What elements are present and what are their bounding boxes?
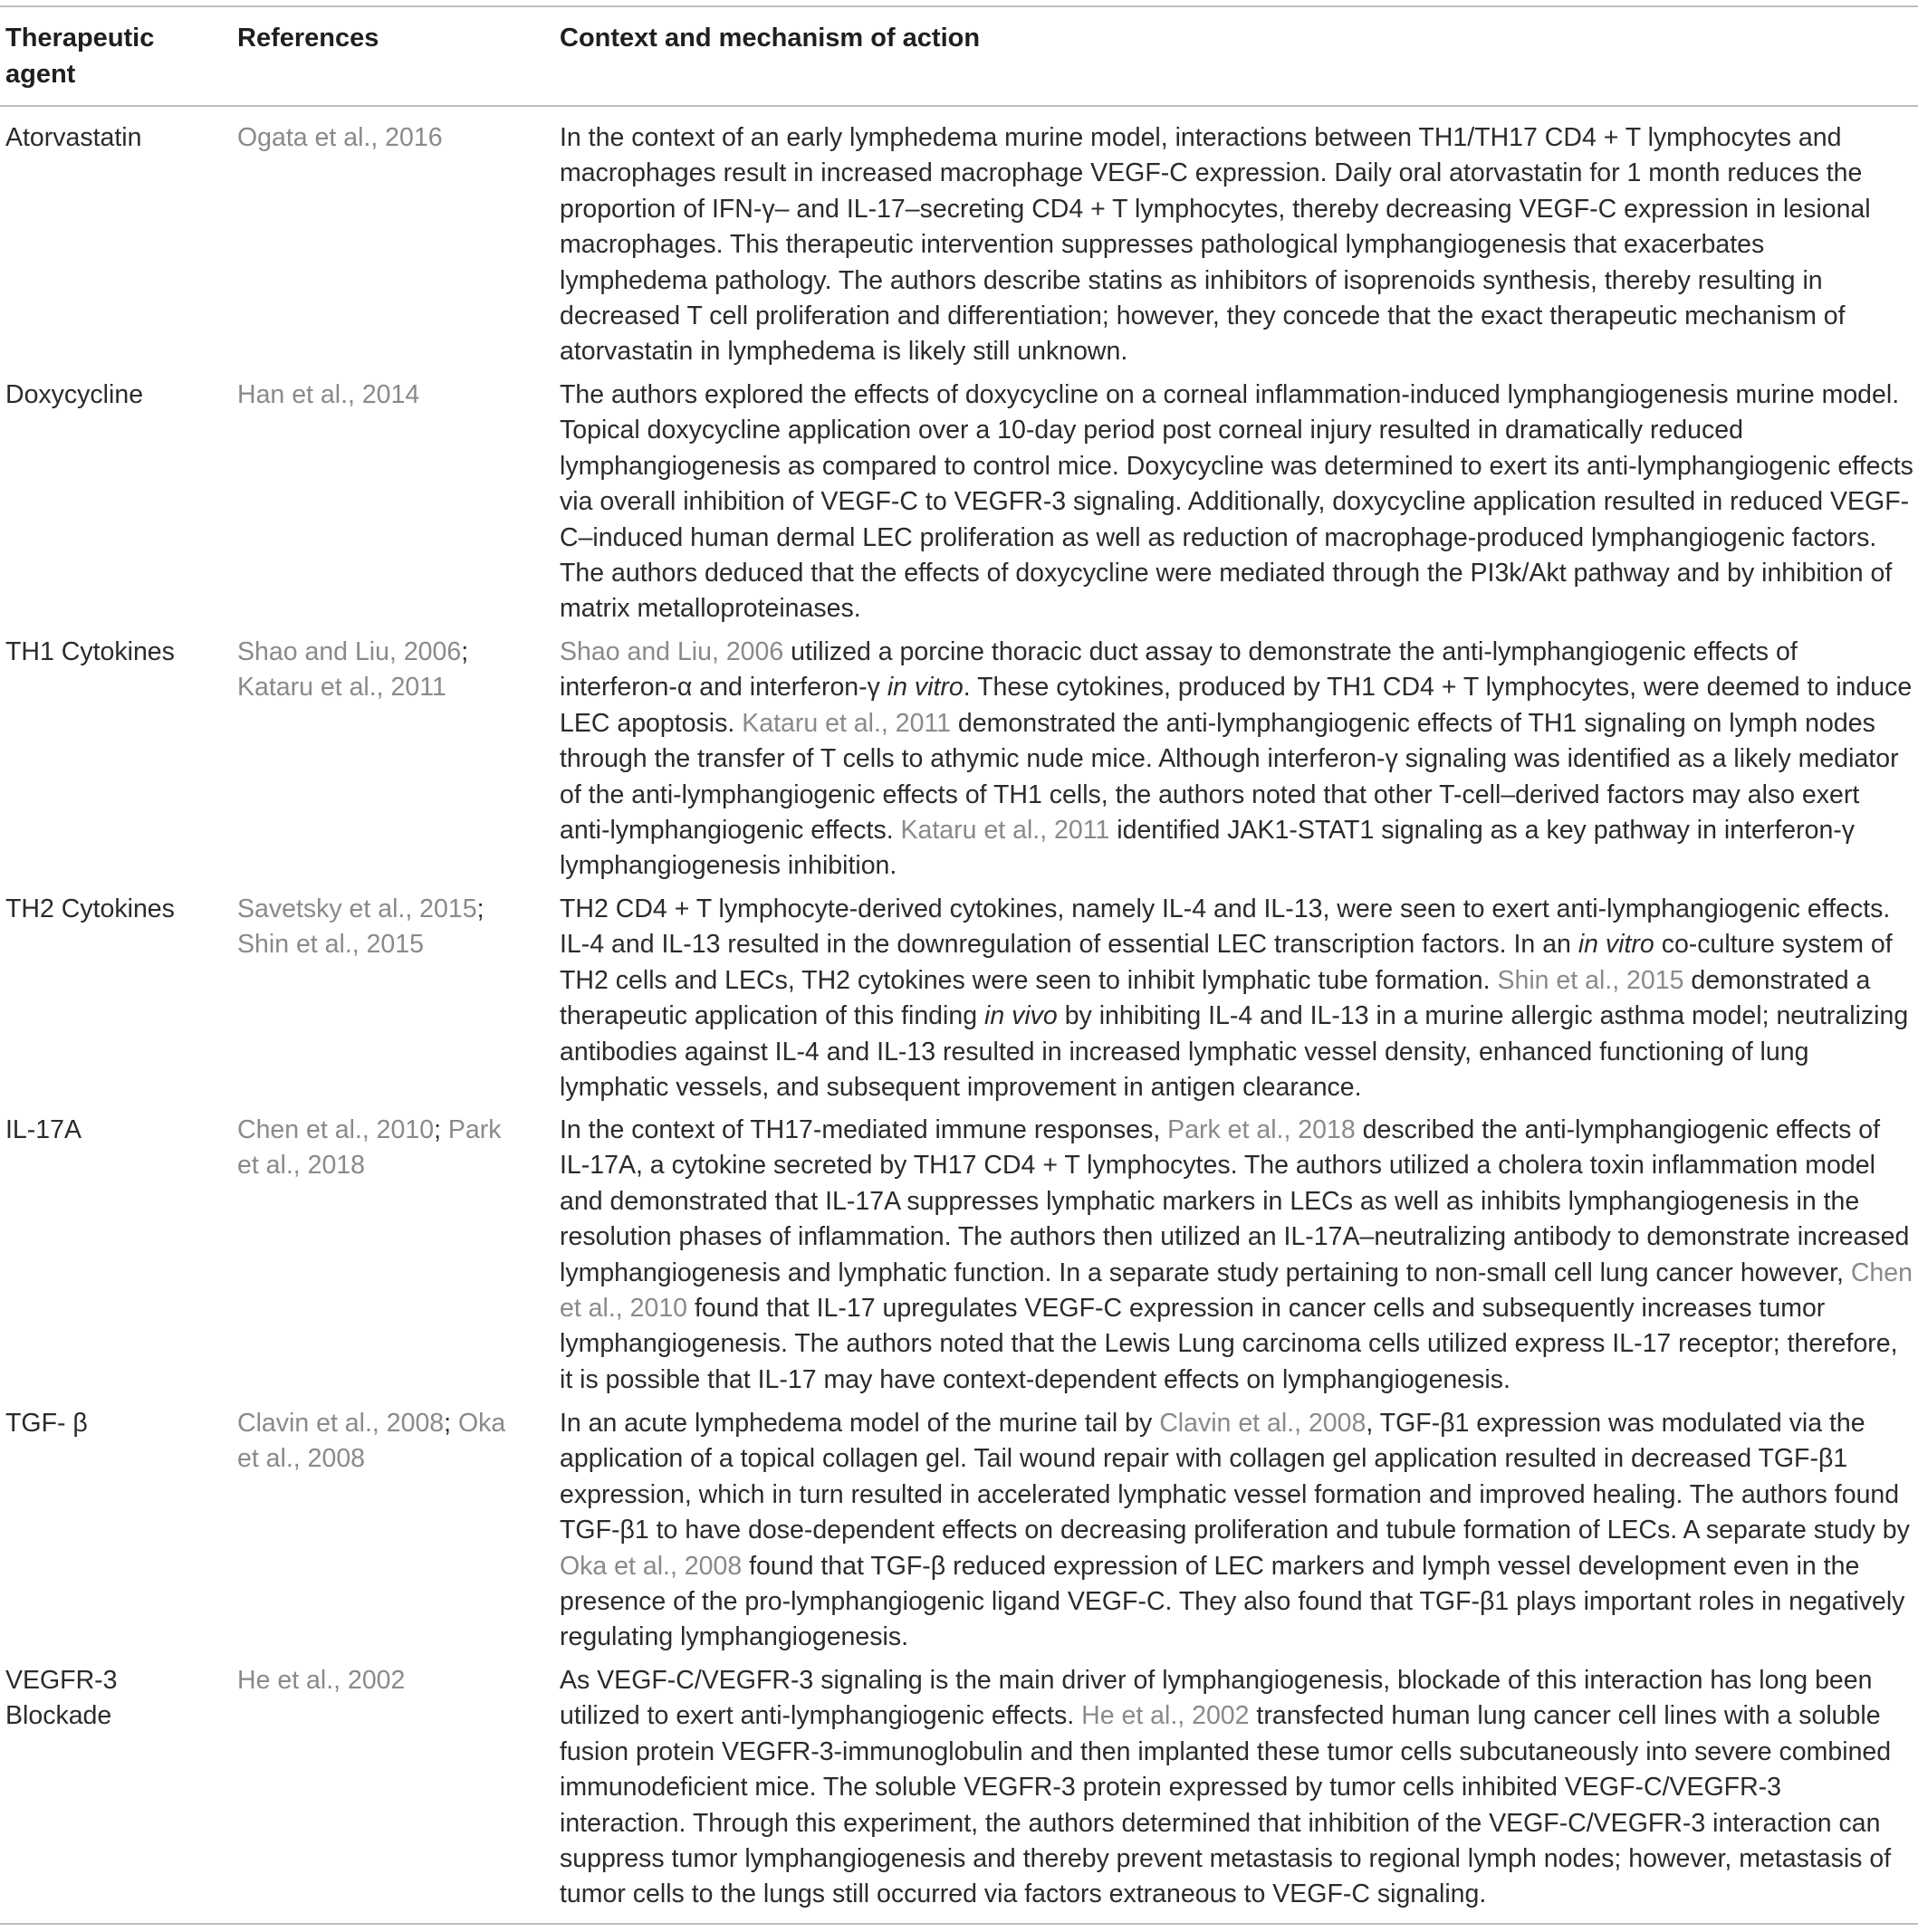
body-text: by inhibiting IL-4 and IL-13 in a murine allergic asthma model; neutralizing antibodies against IL-4 and IL-13 resulted in increased lymphatic vessel density, enhanced functioning of lung lymphatic vessels, and subsequent improvement in antigen clearance. xyxy=(560,1001,1909,1103)
citation-text: Chen et al., 2010 xyxy=(560,1258,1913,1324)
body-text: transfected human lung cancer cell lines with a soluble fusion protein VEGFR-3-immunoglobulin and then implanted these tumor cells subcutaneously into severe combined immunodeficient mice. The soluble VEGFR-3 protein expressed by tumor cells inhibited VEGF-C/VEGFR-3 interaction. Through this experiment, the authors determined that inhibition of the VEGF-C/VEGFR-3 interaction can suppress tumor lymphangiogenesis and thereby prevent metastasis to regional lymph nodes; however, metastasis of tumor cells to the lungs still occurred via factors extraneous to VEGF-C signaling. xyxy=(560,1701,1892,1909)
body-text: In the context of TH17-mediated immune responses, xyxy=(560,1115,1168,1144)
header-context-mechanism: Context and mechanism of action xyxy=(560,24,981,53)
body-text: utilized a porcine thoracic duct assay to demonstrate the anti-lymphangiogenic effects of interferon-α and interferon-γ xyxy=(560,637,1798,703)
body-text: found that TGF-β reduced expression of LEC markers and lymph vessel development even in the presence of the pro-lymphangiogenic ligand VEGF-C. They also found that TGF-β1 plays important roles in negatively regulating lymphangiogenesis. xyxy=(560,1551,1905,1652)
citation-text: Kataru et al., 2011 xyxy=(900,816,1110,846)
citation-text: Oka et al., 2008 xyxy=(560,1551,743,1581)
header-therapeutic-agent: Therapeutic agent xyxy=(5,24,155,89)
body-text: described the anti-lymphangiogenic effects of IL-17A, a cytokine secreted by TH17 CD4 + T lymphocytes. The authors utilized a cholera toxin inflammation model and demonstrated that IL-17A suppresses lymphatic markers in LECs as well as inhibits lymphangiogenesis in the resolution phases of inflammation. The authors then utilized an IL-17A–neutralizing antibody to demonstrate increased lymphangiogenesis and lymphatic function. In a separate study pertaining to non-small cell lung cancer however, xyxy=(560,1115,1910,1287)
cell-references xyxy=(237,378,509,413)
body-text: ; xyxy=(444,1409,458,1438)
body-text: ; xyxy=(476,894,484,923)
body-text: . These cytokines, produced by TH1 CD4 + T lymphocytes, were deemed to induce LEC apoptosis. xyxy=(560,673,1913,738)
body-text: found that IL-17 upregulates VEGF-C expression in cancer cells and subsequently increases tumor lymphangiogenesis. The authors noted that the Lewis Lung carcinoma cells utilized express IL-17 receptor; therefore, it is possible that IL-17 may have context-dependent effects on lymphangiogenesis. xyxy=(560,1294,1898,1394)
citation-text: He et al., 2002 xyxy=(237,1666,406,1695)
body-text: identified JAK1-STAT1 signaling as a key pathway in interferon-γ lymphangiogenesis inhibition. xyxy=(560,816,1856,881)
table-bottom-rule xyxy=(0,1923,1918,1925)
citation-text: Han et al., 2014 xyxy=(237,380,420,409)
body-text: TH2 CD4 + T lymphocyte-derived cytokines, namely IL-4 and IL-13, were seen to exert anti-lymphangiogenic effects. IL-4 and IL-13 resulted in the downregulation of essential LEC transcription factors. In an xyxy=(560,894,1891,960)
cell-context xyxy=(560,1113,1914,1398)
citation-text: Ogata et al., 2016 xyxy=(237,123,443,152)
citation-text: Kataru et al., 2011 xyxy=(237,673,446,703)
body-text: In an acute lymphedema model of the murine tail by xyxy=(560,1409,1160,1438)
citation-text: Clavin et al., 2008 xyxy=(237,1409,445,1438)
cell-agent: Doxycycline xyxy=(5,380,144,409)
cell-context xyxy=(560,120,1914,370)
cell-context xyxy=(560,1406,1914,1656)
body-text: In the context of an early lymphedema murine model, interactions between TH1/TH17 CD4 + T lymphocytes and macrophages result in increased macrophage VEGF-C expression. Daily oral atorvastatin for 1 month reduces the proportion of IFN-γ– and IL-17–secreting CD4 + T lymphocytes, thereby decreasing VEGF-C expression in lesional macrophages. This therapeutic intervention suppresses pathological lymphangiogenesis that exacerbates lymphedema pathology. The authors describe statins as inhibitors of isoprenoids synthesis, thereby resulting in decreased T cell proliferation and differentiation; however, they concede that the exact therapeutic mechanism of atorvastatin in lymphedema is likely still unknown. xyxy=(560,123,1871,367)
cell-references xyxy=(237,1113,509,1184)
cell-references xyxy=(237,635,509,706)
cell-context xyxy=(560,378,1914,627)
body-text: The authors explored the effects of doxycycline on a corneal inflammation-induced lymphangiogenesis murine model. Topical doxycycline application over a 10-day period post corneal injury resulted in dramatically reduced lymphangiogenesis as compared to control mice. Doxycycline was determined to exert its anti-lymphangiogenic effects via overall inhibition of VEGF-C to VEGFR-3 signaling. Additionally, doxycycline application resulted in reduced VEGF-C–induced human dermal LEC proliferation as well as reduction of macrophage-produced lymphangiogenic factors. The authors deduced that the effects of doxycycline were mediated through the PI3k/Akt pathway and by inhibition of matrix metalloproteinases. xyxy=(560,380,1913,624)
citation-text: Clavin et al., 2008 xyxy=(1159,1409,1367,1438)
header-references: References xyxy=(237,24,379,53)
body-text: co-culture system of TH2 cells and LECs, TH2 cytokines were seen to inhibit lymphatic tube formation. xyxy=(560,930,1893,995)
italic-text: in vitro xyxy=(1578,930,1654,960)
cell-references xyxy=(237,1406,509,1478)
citation-text: Shao and Liu, 2006 xyxy=(560,637,784,666)
body-text: demonstrated the anti-lymphangiogenic effects of TH1 signaling on lymph nodes through the transfer of T cells to athymic nude mice. Although interferon-γ signaling was identified as a likely mediator of the anti-lymphangiogenic effects of TH1 cells, the authors noted that other T-cell–derived factors may also exert anti-lymphangiogenic effects. xyxy=(560,708,1899,846)
cell-agent: IL-17A xyxy=(5,1115,82,1144)
citation-text: Shin et al., 2015 xyxy=(237,930,424,960)
cell-agent: VEGFR-3 Blockade xyxy=(5,1666,118,1731)
citation-text: Chen et al., 2010 xyxy=(237,1115,435,1144)
cell-context xyxy=(560,892,1914,1105)
table-top-rule xyxy=(0,5,1918,7)
citation-text: Shin et al., 2015 xyxy=(1497,965,1684,995)
body-text: ; xyxy=(461,637,469,666)
cell-references xyxy=(237,1663,509,1698)
citation-text: Kataru et al., 2011 xyxy=(742,708,952,738)
citation-text: He et al., 2002 xyxy=(1081,1701,1250,1731)
body-text: ; xyxy=(434,1115,448,1144)
body-text: demonstrated a therapeutic application of this finding xyxy=(560,965,1871,1031)
italic-text: in vitro xyxy=(887,673,964,703)
cell-agent: Atorvastatin xyxy=(5,123,142,152)
body-text: As VEGF-C/VEGFR-3 signaling is the main driver of lymphangiogenesis, blockade of this interaction has long been utilized to exert anti-lymphangiogenic effects. xyxy=(560,1666,1873,1731)
citation-text: Shao and Liu, 2006 xyxy=(237,637,462,666)
citation-text: Savetsky et al., 2015 xyxy=(237,894,477,923)
cell-references xyxy=(237,120,509,156)
citation-text: Park et al., 2018 xyxy=(237,1115,502,1181)
cell-agent: TH1 Cytokines xyxy=(5,637,175,666)
cell-references xyxy=(237,892,509,963)
header-bottom-rule xyxy=(0,105,1918,107)
body-text: , TGF-β1 expression was modulated via the application of a topical collagen gel. Tail wound repair with collagen gel application resulted in decreased TGF-β1 expression, which in turn resulted in accelerated lymphatic vessel formation and improved healing. The authors found TGF-β1 to have dose-dependent effects on decreasing proliferation and tubule formation of LECs. A separate study by xyxy=(560,1409,1910,1545)
cell-agent: TH2 Cytokines xyxy=(5,894,175,923)
cell-context xyxy=(560,1663,1914,1913)
italic-text: in vivo xyxy=(983,1001,1058,1031)
cell-context xyxy=(560,635,1914,885)
citation-text: Park et al., 2018 xyxy=(1167,1115,1356,1144)
citation-text: Oka et al., 2008 xyxy=(237,1409,506,1474)
cell-agent: TGF- β xyxy=(5,1409,88,1438)
